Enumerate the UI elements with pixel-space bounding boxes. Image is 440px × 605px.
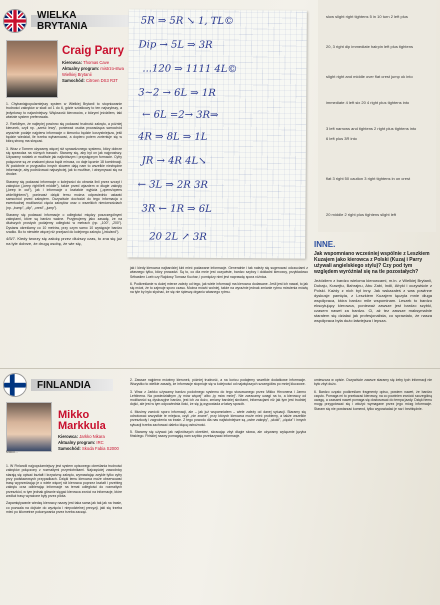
- finland-answer-4: 4. Musimy zwrócić sporo informacji, ale – jak już wspomniałem – wiele zależy od danej sytuacji. Staramy się odnotować wszystkie te miejsca, czyli „nie znane”, przy których kierowca może mieć problemy, a także wszelkie przeszkody i zagrożenia na trasie. Z tego powodu dla nas najistotniejsze są „ostre zakręty”, „skoki”, „cięcia” i innych sytuacji trzeba zachować daleko idącą ostrożność.: [130, 409, 306, 427]
- finland-photo-caption: Mikko...: [6, 450, 18, 454]
- inne-heading: INNE.: [314, 240, 336, 249]
- legend-item: slow slight right tightens 5 in 10 turn 2 left plus: [326, 14, 408, 19]
- uk-driver-card: [62, 46, 124, 84]
- finland-answer-5-cont: umieszcza w opisie. Oczywiście zawsze staramy się żeby tych informacji nie było zbyt dużo.: [314, 378, 432, 387]
- finland-answer-1b: Zapamiętywanie wiedzę kierowcy nazwy jest taka sama jak tak jak na trasie, co pozwala na dojście do wyzięcia i niepodzielnej precyzji, jaki się trzeba mieć po kilometrze pokonywania przez trzeba zacząć.: [6, 501, 122, 514]
- legend-item: 20 middle 2 right plus tightens slight left: [326, 212, 397, 217]
- legend-item: 3 left narrows and tightens 2 right plus tightens into: [326, 126, 417, 131]
- finland-driver-name: Mikko Markkula: [58, 409, 106, 432]
- pace-note-line: Dip → 5L ⇒ 3R: [138, 39, 213, 51]
- pace-note-line: 3R ← 1R ⇒ 6L: [141, 203, 212, 215]
- finland-col-1: [6, 464, 122, 514]
- uk-answer-1: 1. Chybaniajpopularniejszy system w Wielkiej Brytanii to stopniowanie trudności zakrętów w skali od 1 do 6, gdzie szóstkowy to ten najszybszy, a jedynkowy to najwolniejszy. Większość kierowców, z którymi jeździłem, taki właśnie system preferowała.: [6, 102, 122, 119]
- finland-answer-5: 5. Staramy się używać jak najkrótszych określeń, skracając zbyt długie słowa, ale używamy wyłącznie języka fińskiego. Fińskiej nazwy pomagają nam szybko przekazywać informacje.: [130, 429, 306, 439]
- uk-driver-photo: [6, 40, 58, 98]
- uk-answer-3b: Staramy się podawać informacje o kolejności do obrania linii przez szczyt i zakrętów („keep right/left middle”), także przed wjazdem w długie zakręty („keep in out”), jak i informacje o kształcie wyjścia („opens/opens wide/tightens”), ponieważ dzięki temu można odpowiednio ustawić samochód przed zakrętem. Oczywiście dochodzi do tego informacja o ewentualnej możliwości cięcia zakrętów oraz o wszelkich nierównościach (np. „bump”, „dip”, „crest”, „jump”).: [6, 179, 122, 210]
- uk-country-title: WIELKA BRYTANIA: [31, 15, 129, 27]
- finland-driver-card: [58, 410, 124, 452]
- uk-flag-icon: [4, 10, 26, 32]
- uk-answer-4-5-7: 4/5/7. Kiedy tworzy się założę przez dłuższy czas, to zna się już na tyle dobrze, że drugą osobę, że wie się,: [6, 236, 122, 246]
- pace-note-line: JR → 4R 4L↘: [141, 155, 207, 167]
- finland-info-line: Aktualny program: IRC: [58, 440, 104, 445]
- uk-info-line: Aktualny program: mistrzo-stwa Wielkiej Brytanii: [62, 66, 124, 77]
- uk-continued-text: [130, 266, 308, 295]
- uk-answer-continued: jak i kiedy kierowca najbardziej lubi mieć podawane informacje. Generalnie i tak należy się sugerować odczuciami z własnego tylku, który prowadzi. Są to, co dla mnie jest oczywiste, bardzo szybcy i dokładni kierowcy, przykładowo Sébastien Loeb czy Rajdowy Tomasz Kuchar, i pomiędzy nimi jest naprawdę spora różnica.: [130, 266, 308, 279]
- finland-answer-3: 3. Wraz z Jarkko używamy bardzo podobnego systemu do tego stosowanego przez Mikko Hirvonena i Jarmo Lehtinena. Na powiedziałbym „ty mów więcej” albo „ty mów mniej”. Nie zwracamy uwagi na to, a kierowcy od możliwości są dyskusyjne bardzo, jest ich za dużo, zmiany bardziej skrótami, informacjami niż jak tym jest trudniej dojść, ale jest w tym odpowiednia ilość, że się ją wypowiada w łatwy sposób.: [130, 389, 306, 407]
- legend-item: immediate 4 left six 20 4 right plus tightens into: [326, 100, 410, 105]
- finland-info-line: Samochód: Skoda Fabia S2000: [58, 446, 119, 451]
- finland-answer-1: 1. W Finlandii najpopularniejszy jest system opisowego określania trudności zakrętów połączony z rozmaitymi przymiotnikami. Najczęściej zawodnicy starają się opisać kształt i krzywiznę zakrętu, wymawiając zwykle tylko cyfry przy podstawowych przypadkach. Dzięki temu kierowca może obserwować trasę wyprzedzając je o wiele więcej niż kierowca poprzez kształt i przebieg zakrętu oraz odbierając informacje na temat odległości do rozmaitych przeszkód, w tym jednak głównie sięgać kierowca zwróci na informacje, które wzdłuż trasy wyrażone były przez pilota.: [6, 464, 122, 499]
- pace-notes-notebook: [127, 9, 307, 258]
- finland-col-3: [314, 378, 432, 411]
- pace-note-line: 5R ⇒ 5R ↘ 1, TL©: [140, 15, 235, 28]
- finland-col-2: [130, 378, 306, 439]
- uk-answer-3c: Staramy się podawać informacje o odległości między poszczególnymi zakrętami, które są bardzo ważne. Przyjmujemy jako zasadę, że na dłuższych prostych podajemy odległość w metrach (np. „100”, „200”). Dystans określamy co 10 metrów, przy czym samo 10 występuje bardzo rzadko. Bo to niewiele więcej niż przejazd do kolejnego zakrętu („into/and”).: [6, 212, 122, 235]
- legend-item: flat 3 right 50 caution 3 right tightens in on crest: [326, 176, 411, 181]
- pace-note-line: 4R ⇒ 8L ⇒ 1L: [137, 131, 208, 143]
- inne-section: [314, 240, 432, 323]
- legend-item: 20, 3 right dip immediate hairpin left plus tightens: [326, 44, 413, 49]
- finland-header: [4, 374, 113, 396]
- pace-note-line: ...120 ⇒ 1111 4L©: [142, 63, 238, 76]
- pace-note-line: ← 3L ⇒ 2R 3R: [137, 179, 208, 191]
- finland-answer-6: 6. Bardzo często podkreślam fragmenty opisu, powiem nawet, że bardzo często. Pomaga mi to przekazać kierowcy, na co powinien zwrócić szczególną uwagę, a czasami nawet pomaga się dostosować do tempa jazdy. Dzięki temu mogę przygotować się i włożyć wymagane przez jego mózg informacje. Staram się nie powtarzać komend, tylko wypowiadać je raz i bezbłędnie.: [314, 389, 432, 411]
- legend-item: slight right and middle over flat crest jump ok into: [326, 74, 413, 79]
- pace-note-line: 3~2 → 6L ⇒ 1R: [138, 87, 216, 99]
- inne-question: Jak wspomniano wcześniej wspólnie z Leszkiem Kuzajem jako kierowca z Polski (Kuzaj i Parry używali angielskiego stylu)? Czy pod tym względem wyróżniał się na tle pozostałych?: [314, 251, 430, 275]
- finland-driver-photo: [6, 402, 52, 452]
- uk-answer-6: 6. Podkreślanie w dużej mierze zależy od tego, jak wiele informacji ma kierowca dodawane. Jeśli jest ich nawał, to jak się mówi, że to zajmuje sporo czasu. Można mówić wolniej, także na wyraźnie jednak zmianie rytmu mówienia mówię na tyle by było słychać, że się nie śpieszę drganiu własnego rytmu.: [130, 281, 308, 295]
- pace-notes-legend: [318, 0, 436, 232]
- finland-country-title: FINLANDIA: [31, 379, 113, 391]
- inne-answer: Jeździłem z bardzo wieloma kierowcami, m.in. z Wielkiej Brytanii, Dubaju, Kuwejtu, Bahrajnu, Abu Zabi, Indii, Afryki i oczywiście z Polski. Każdy z nich był inny. Jak wskazałeś z was powinne dyskusje pamięta, z Leszkiem Kuzajem łączyła mnie długa współpraca, która bardzo mile wspominam. Leszek to bardzo ekscytujący kierowca, ponieważ zawsze jest bardzo szybki, czasem nawet za bardzo. Ci, aż tez zawsze maksymalnie starałem się działać jak profesjonalista, co sprawiało, że nasza współpraca była dużo łatwiejsza i lepsza.: [314, 278, 432, 323]
- pace-note-line: ← 6L =2→ 3R⇒: [142, 109, 219, 122]
- uk-driver-name: Craig Parry: [62, 45, 125, 57]
- finland-answer-2: 2. Zawsze najpierw mówimy kierunek, później trudność, a na końcu podajemy wszelkie dodatkowe informacje. Wszystko to wielkie zasady, że informacje stopniuje się w kolejności od największych szczegółów po mniej kluczowe.: [130, 378, 306, 387]
- pace-note-line: 20 2L ↗ 3R: [149, 231, 207, 243]
- uk-header: [4, 10, 129, 32]
- uk-info-line: Kierowca: Thomas Cave: [62, 60, 110, 65]
- finland-flag-icon: [4, 374, 26, 396]
- uk-info-line: Samochód: Citroen DS3 R3T: [62, 78, 118, 83]
- legend-item: 6 left plus 3R into: [326, 136, 357, 141]
- uk-body-text: [6, 102, 122, 246]
- uk-answer-2: 2. Rzeklbym, że najlepiej powinno się podawać trudność zakrętu, a później kierunek, czyli np. „sześć lewy”, ponieważ osoba prowadząca samochód wyraźnie podaje najpierw informacje o kierunku będzie korzystniejsza, jeśli będzie wiedział, ile trzeba wyhamować, a dopiero potem zorientuje się w którą stronę ma skręcać.: [6, 122, 122, 144]
- section-divider: [0, 368, 440, 369]
- finland-info-line: Kierowca: Jarkko Nikara: [58, 434, 105, 439]
- uk-answer-3: 3. Wraz z Tomem używamy więcej niż sprawdzonego systemu, który dobrze się sprawdza na różnych trasach. Staramy się, aby był on jak najprostszy. Używamy notatek w możliwie jak najkrótszym i przystępnym formacie. Cyfry połączone są ze znakami plusa bądź minusa, co daje łącznie 18 kombinacji. W podobnie w przypadku innych słowem dają nam to wszelkie niezbędne informacje, aby podróżować najszybciej, jak to możliwe, i utrzymywać się na drodze.: [6, 146, 122, 177]
